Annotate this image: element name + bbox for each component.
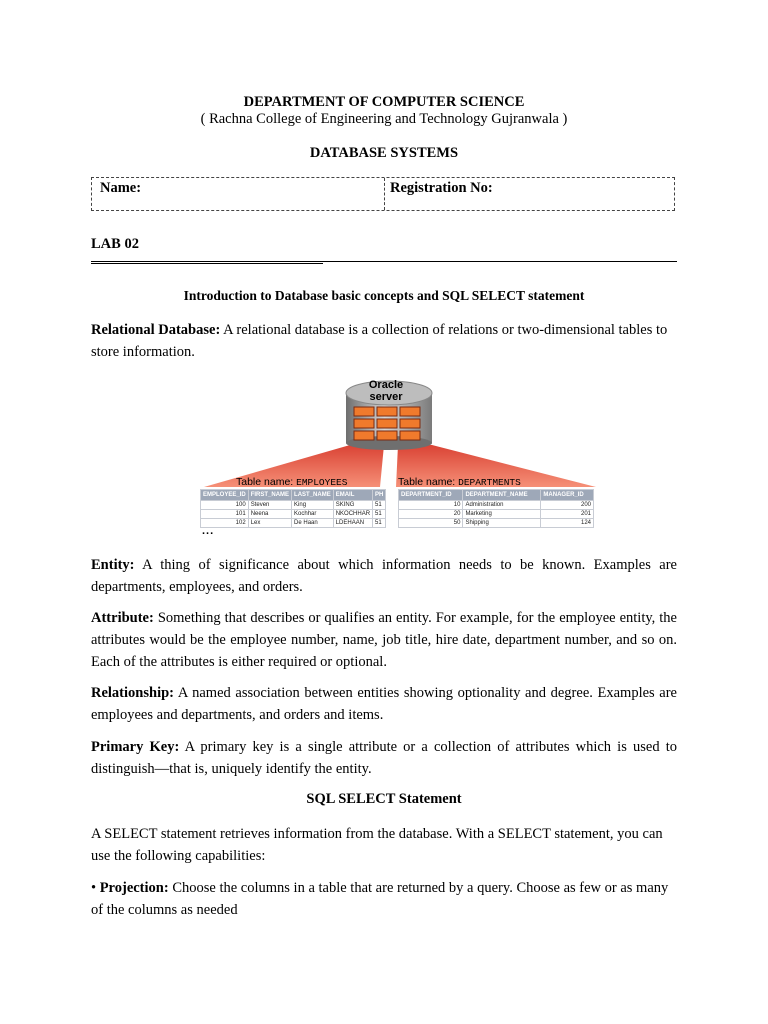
table-row	[201, 519, 386, 528]
table-cell: 201	[541, 510, 594, 519]
primary-key-term: Primary Key:	[91, 739, 180, 755]
column-header: EMPLOYEE_ID	[201, 490, 249, 501]
column-header: PH	[373, 490, 386, 501]
server-data-cells	[354, 407, 420, 440]
table-cell: 100	[201, 501, 249, 510]
table-row	[201, 501, 386, 510]
select-intro-paragraph: A SELECT statement retrieves information from the database. With a SELECT statement, you can use the following capabilities:	[91, 826, 663, 864]
table-cell: SKING	[333, 501, 372, 510]
heading-rule-short	[91, 263, 323, 264]
name-label: Name:	[100, 180, 142, 196]
employees-table	[200, 489, 386, 528]
relationship-paragraph	[91, 682, 677, 726]
department-heading: DEPARTMENT OF COMPUTER SCIENCE	[243, 94, 525, 110]
student-id-box	[91, 177, 675, 211]
table-row	[201, 510, 386, 519]
column-header: DEPARTMENT_NAME	[463, 490, 541, 501]
departments-caption-name: DEPARTMENTS	[458, 477, 521, 488]
attribute-text: Something that describes or qualifies an entity. For example, for the employee entity, the attributes would be the employee number, name, job title, hire date, department number, and so on. Each of the attributes is either required or optional.	[91, 610, 677, 670]
table-cell: 102	[201, 519, 249, 528]
departments-caption	[398, 476, 521, 488]
relational-database-text: A relational database is a collection of relations or two-dimensional tables to store information.	[91, 322, 668, 360]
sql-select-heading: SQL SELECT Statement	[306, 791, 462, 807]
college-name: ( Rachna College of Engineering and Technology Gujranwala )	[200, 111, 568, 127]
employees-caption	[236, 476, 347, 488]
table-cell: LDEHAAN	[333, 519, 372, 528]
bullet-icon: •	[91, 880, 100, 896]
departments-table	[398, 489, 594, 528]
relational-database-paragraph	[91, 319, 677, 363]
column-header: EMAIL	[333, 490, 372, 501]
table-cell: NKOCHHAR	[333, 510, 372, 519]
projection-term: Projection:	[99, 880, 169, 896]
relationship-text: A named association between entities showing optionality and degree. Examples are employees and departments, and orders and items.	[91, 685, 677, 723]
lab-title: Introduction to Database basic concepts and SQL SELECT statement	[183, 288, 585, 303]
table-cell: 51	[373, 519, 386, 528]
column-header: DEPARTMENT_ID	[399, 490, 463, 501]
server-label-line1: Oracle	[368, 379, 404, 391]
table-cell: 200	[541, 501, 594, 510]
course-title: DATABASE SYSTEMS	[309, 145, 459, 161]
relational-database-term: Relational Database:	[91, 322, 221, 338]
entity-paragraph	[91, 554, 677, 598]
table-cell: Shipping	[463, 519, 541, 528]
primary-key-paragraph	[91, 736, 677, 780]
table-cell: De Haan	[292, 519, 334, 528]
employees-caption-prefix: Table name:	[236, 476, 297, 488]
table-row	[399, 519, 594, 528]
column-header: FIRST_NAME	[248, 490, 291, 501]
table-cell: King	[292, 501, 334, 510]
table-cell: Kochhar	[292, 510, 334, 519]
table-cell: 51	[373, 510, 386, 519]
heading-rule	[91, 261, 677, 262]
attribute-term: Attribute:	[91, 610, 154, 626]
id-box-divider	[384, 178, 385, 210]
registration-label: Registration No:	[390, 180, 493, 196]
server-label	[346, 379, 426, 403]
projection-paragraph	[91, 877, 677, 921]
entity-text: A thing of significance about which information needs to be known. Examples are departments, employees, and orders.	[91, 557, 677, 595]
column-header: LAST_NAME	[292, 490, 334, 501]
table-cell: 50	[399, 519, 463, 528]
projection-text: Choose the columns in a table that are returned by a query. Choose as few or as many of the columns as needed	[91, 880, 669, 918]
oracle-server-figure	[198, 375, 598, 543]
table-cell: 51	[373, 501, 386, 510]
table-cell: Marketing	[463, 510, 541, 519]
attribute-paragraph	[91, 607, 677, 673]
employees-header-row	[201, 490, 386, 501]
table-cell: 20	[399, 510, 463, 519]
relationship-term: Relationship:	[91, 685, 174, 701]
primary-key-text: A primary key is a single attribute or a collection of attributes which is used to distinguish—that is, uniquely identify the entity.	[91, 739, 677, 777]
employees-caption-name: EMPLOYEES	[296, 477, 348, 488]
table-row	[399, 510, 594, 519]
table-cell: Neena	[248, 510, 291, 519]
employees-more-rows: ...	[202, 525, 215, 537]
column-header: MANAGER_ID	[541, 490, 594, 501]
entity-term: Entity:	[91, 557, 135, 573]
departments-header-row	[399, 490, 594, 501]
table-cell: Lex	[248, 519, 291, 528]
table-row	[399, 501, 594, 510]
server-label-line2: server	[369, 391, 403, 403]
departments-caption-prefix: Table name:	[398, 476, 459, 488]
table-cell: 10	[399, 501, 463, 510]
table-cell: Steven	[248, 501, 291, 510]
table-cell: 124	[541, 519, 594, 528]
table-cell: 101	[201, 510, 249, 519]
table-cell: Administration	[463, 501, 541, 510]
lab-number: LAB 02	[91, 236, 139, 252]
